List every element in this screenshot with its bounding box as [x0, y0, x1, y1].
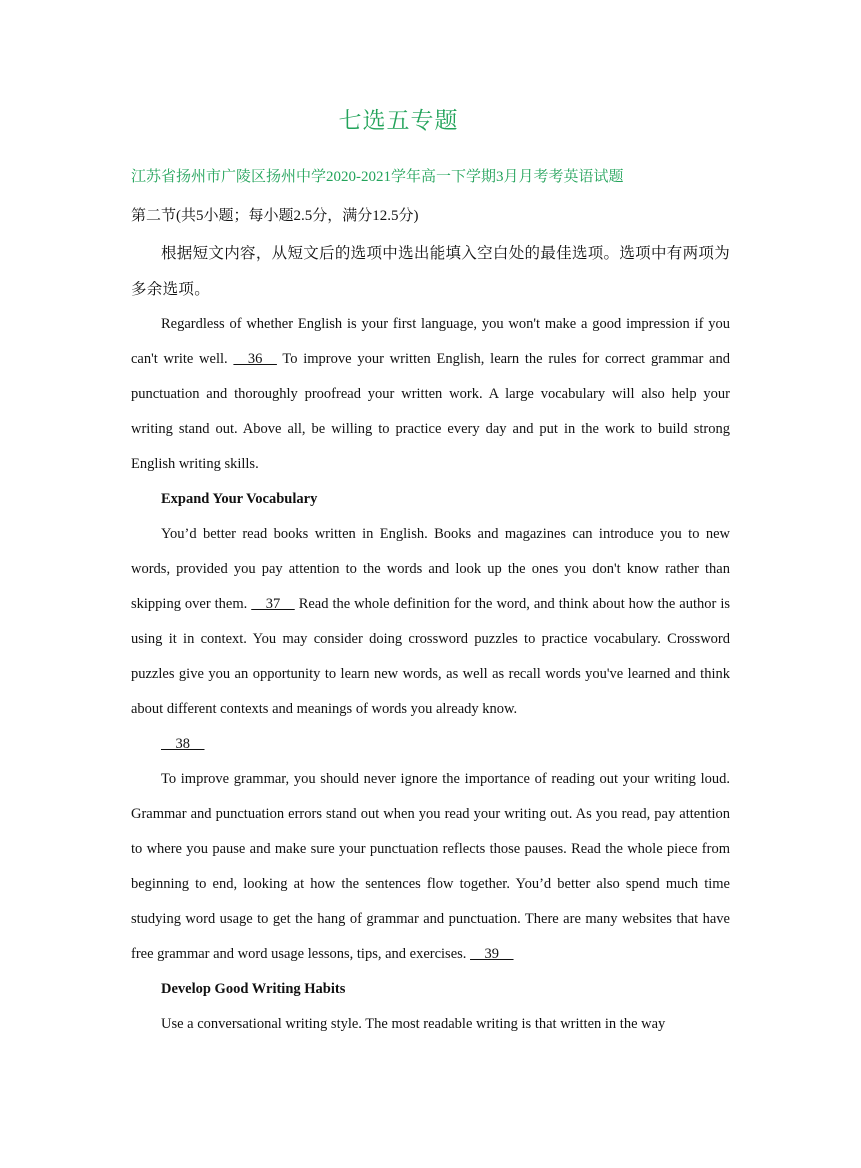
instruction-paragraph: 根据短文内容，从短文后的选项中选出能填入空白处的最佳选项。选项中有两项为多余选项。: [131, 245, 730, 298]
blank-36[interactable]: 36: [233, 351, 277, 367]
heading-writing-habits: Develop Good Writing Habits: [161, 981, 346, 997]
heading-expand-vocabulary: Expand Your Vocabulary: [161, 491, 318, 507]
paragraph-text: You’d better read books written in English. Books and magazines can introduce you to new words, provided you pay attention to the words and look up the ones you don't know rather than skipping over them.: [131, 526, 730, 612]
paragraph-text: To improve grammar, you should never ignore the importance of reading out your writing loud. Grammar and punctuation errors stand out when you read your writing out. As you read, pay attention to where you pause and make sure your punctuation reflects those pauses. Read the whole piece from beginning to end, looking at how the sentences flow together. You’d better also spend much time studying word usage to get the hang of grammar and punctuation. There are many websites that have free grammar and word usage lessons, tips, and exercises.: [131, 771, 730, 962]
blank-37[interactable]: 37: [251, 596, 295, 612]
document-title: 七选五专题: [338, 108, 459, 133]
paragraph-intro: [131, 307, 730, 482]
blank-38[interactable]: 38: [161, 736, 205, 752]
paragraph-blank-38: [131, 727, 730, 762]
exam-source: 江苏省扬州市广陵区扬州中学2020-2021学年高一下学期3月月考考英语试题: [131, 169, 624, 185]
paragraph-text: Read the whole definition for the word, and think about how the author is using it in context. You may consider doing crossword puzzles to practice vocabulary. Crossword puzzles give you an opportunity to learn new words, as well as recall words you've learned and think about different contexts and meanings of words you already know.: [131, 596, 730, 717]
paragraph-text: To improve your written English, learn the rules for correct grammar and punctuation and thoroughly proofread your written work. A large vocabulary will also help your writing stand out. Above all, be willing to practice every day and put in the work to build strong English writing skills.: [131, 351, 730, 472]
document-body: [131, 236, 730, 1042]
paragraph-writing-style: Use a conversational writing style. The most readable writing is that written in the way: [161, 1016, 666, 1032]
paragraph-grammar: [131, 762, 730, 972]
paragraph-vocabulary: [131, 517, 730, 727]
blank-39[interactable]: 39: [470, 946, 514, 962]
section-header: 第二节(共5小题；每小题2.5分，满分12.5分): [131, 208, 419, 224]
paragraph-text: Regardless of whether English is your first language, you won't make a good impression if you can't write well.: [131, 316, 730, 367]
